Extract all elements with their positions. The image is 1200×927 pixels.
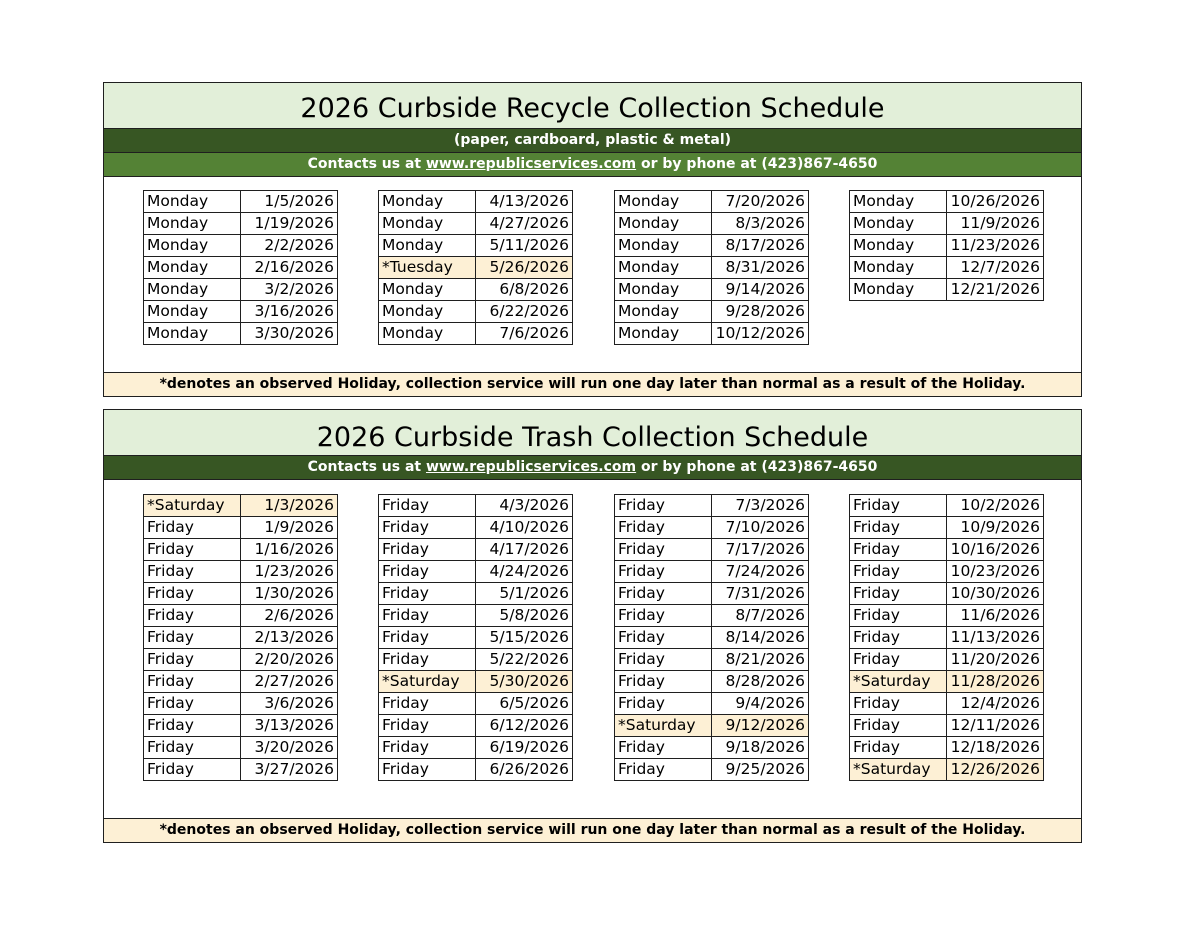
schedule-row: [144, 257, 338, 279]
collection-day: Monday: [144, 279, 241, 301]
collection-day: Friday: [379, 715, 476, 737]
schedule-row: [615, 213, 809, 235]
collection-day: Monday: [144, 257, 241, 279]
collection-date: 11/23/2026: [947, 235, 1044, 257]
collection-date: 12/26/2026: [947, 759, 1044, 781]
schedule-row: [850, 649, 1044, 671]
collection-day: Monday: [615, 235, 712, 257]
collection-day: Monday: [379, 191, 476, 213]
collection-day: Monday: [615, 323, 712, 345]
schedule-row: [144, 561, 338, 583]
collection-day: Friday: [615, 517, 712, 539]
schedule-row: [615, 649, 809, 671]
schedule-row: [379, 517, 573, 539]
collection-date: 12/18/2026: [947, 737, 1044, 759]
collection-date: 7/20/2026: [712, 191, 809, 213]
collection-day: Friday: [615, 539, 712, 561]
schedule-row: [615, 583, 809, 605]
collection-date: 2/6/2026: [241, 605, 338, 627]
schedule-row: [144, 693, 338, 715]
collection-day: Monday: [850, 213, 947, 235]
schedule-row: [379, 213, 573, 235]
collection-day: Friday: [379, 649, 476, 671]
schedule-row: [379, 301, 573, 323]
collection-day: Friday: [144, 583, 241, 605]
schedule-row: [850, 671, 1044, 693]
collection-date: 1/23/2026: [241, 561, 338, 583]
collection-day: Friday: [379, 627, 476, 649]
schedule-row: [144, 279, 338, 301]
collection-date: 8/14/2026: [712, 627, 809, 649]
collection-day: Friday: [379, 495, 476, 517]
collection-day: Friday: [379, 561, 476, 583]
schedule-row: [850, 517, 1044, 539]
schedule-row: [615, 759, 809, 781]
schedule-row: [615, 257, 809, 279]
collection-day: Friday: [850, 517, 947, 539]
schedule-row: [379, 649, 573, 671]
collection-date: 7/24/2026: [712, 561, 809, 583]
collection-date: 12/4/2026: [947, 693, 1044, 715]
collection-day: Friday: [379, 737, 476, 759]
schedule-row: [144, 323, 338, 345]
collection-day: Friday: [144, 693, 241, 715]
collection-date: 1/19/2026: [241, 213, 338, 235]
collection-day: Friday: [379, 539, 476, 561]
collection-date: 6/12/2026: [476, 715, 573, 737]
collection-date: 12/21/2026: [947, 279, 1044, 301]
schedule-row: [144, 235, 338, 257]
collection-date: 1/5/2026: [241, 191, 338, 213]
collection-day: Monday: [144, 235, 241, 257]
contact-url-link[interactable]: www.republicservices.com: [425, 156, 637, 172]
schedule-row: [379, 235, 573, 257]
collection-day: Friday: [144, 671, 241, 693]
collection-day: Friday: [144, 649, 241, 671]
schedule-row: [379, 715, 573, 737]
collection-date: 7/3/2026: [712, 495, 809, 517]
schedule-row: [850, 539, 1044, 561]
collection-date: 4/27/2026: [476, 213, 573, 235]
collection-day: Friday: [850, 649, 947, 671]
collection-day: Monday: [850, 257, 947, 279]
collection-date: 6/26/2026: [476, 759, 573, 781]
collection-day: Monday: [615, 301, 712, 323]
collection-day: Monday: [615, 279, 712, 301]
collection-day: Monday: [379, 323, 476, 345]
schedule-row: [379, 495, 573, 517]
schedule-row: [144, 759, 338, 781]
recycle-title: 2026 Curbside Recycle Collection Schedule: [104, 83, 1081, 129]
schedule-row: [615, 693, 809, 715]
collection-day: Friday: [144, 605, 241, 627]
collection-date: 5/22/2026: [476, 649, 573, 671]
schedule-row: [850, 737, 1044, 759]
collection-date: 7/6/2026: [476, 323, 573, 345]
recycle-holiday-note: *denotes an observed Holiday, collection service will run one day later than normal as a result of the Holiday.: [104, 372, 1081, 396]
collection-date: 4/24/2026: [476, 561, 573, 583]
collection-day: Friday: [615, 737, 712, 759]
collection-day: Friday: [144, 561, 241, 583]
schedule-row: [379, 257, 573, 279]
collection-day: *Saturday: [615, 715, 712, 737]
collection-day: Friday: [850, 583, 947, 605]
collection-date: 1/9/2026: [241, 517, 338, 539]
schedule-row: [144, 605, 338, 627]
schedule-row: [850, 605, 1044, 627]
collection-day: Monday: [144, 191, 241, 213]
schedule-row: [850, 561, 1044, 583]
schedule-row: [379, 191, 573, 213]
schedule-row: [850, 235, 1044, 257]
collection-date: 8/28/2026: [712, 671, 809, 693]
schedule-row: [850, 213, 1044, 235]
schedule-row: [144, 627, 338, 649]
schedule-row: [379, 561, 573, 583]
collection-date: 8/7/2026: [712, 605, 809, 627]
collection-day: Monday: [850, 191, 947, 213]
collection-date: 4/17/2026: [476, 539, 573, 561]
collection-date: 5/15/2026: [476, 627, 573, 649]
collection-date: 1/30/2026: [241, 583, 338, 605]
collection-day: *Saturday: [850, 759, 947, 781]
collection-date: 8/31/2026: [712, 257, 809, 279]
collection-day: Monday: [379, 235, 476, 257]
schedule-row: [379, 737, 573, 759]
collection-day: Friday: [144, 737, 241, 759]
recycle-schedule-table-4: [849, 190, 1044, 301]
collection-date: 9/28/2026: [712, 301, 809, 323]
recycle-schedule-panel: [103, 82, 1082, 397]
collection-date: 7/31/2026: [712, 583, 809, 605]
collection-day: Friday: [615, 583, 712, 605]
collection-day: Friday: [615, 561, 712, 583]
collection-day: Monday: [850, 235, 947, 257]
trash-schedule-table-1: [143, 494, 338, 781]
schedule-row: [144, 737, 338, 759]
schedule-row: [850, 191, 1044, 213]
schedule-row: [615, 191, 809, 213]
collection-date: 3/13/2026: [241, 715, 338, 737]
collection-date: 8/21/2026: [712, 649, 809, 671]
collection-date: 8/3/2026: [712, 213, 809, 235]
collection-day: *Saturday: [379, 671, 476, 693]
collection-date: 6/19/2026: [476, 737, 573, 759]
collection-day: Friday: [379, 759, 476, 781]
collection-date: 9/4/2026: [712, 693, 809, 715]
recycle-schedule-table-2: [378, 190, 573, 345]
schedule-row: [144, 213, 338, 235]
collection-day: Monday: [615, 213, 712, 235]
collection-day: *Saturday: [144, 495, 241, 517]
collection-date: 11/13/2026: [947, 627, 1044, 649]
collection-day: Monday: [850, 279, 947, 301]
collection-day: Friday: [850, 715, 947, 737]
schedule-row: [144, 715, 338, 737]
collection-day: Monday: [379, 279, 476, 301]
collection-day: Friday: [144, 627, 241, 649]
collection-date: 2/20/2026: [241, 649, 338, 671]
schedule-row: [379, 583, 573, 605]
contact-prefix: Contacts us at: [307, 459, 422, 475]
contact-prefix: Contacts us at: [307, 156, 422, 172]
collection-date: 3/6/2026: [241, 693, 338, 715]
schedule-row: [379, 693, 573, 715]
trash-schedule-table-4: [849, 494, 1044, 781]
schedule-row: [615, 495, 809, 517]
trash-schedule-table-3: [614, 494, 809, 781]
collection-date: 3/2/2026: [241, 279, 338, 301]
schedule-row: [144, 649, 338, 671]
collection-date: 3/30/2026: [241, 323, 338, 345]
collection-day: Friday: [615, 605, 712, 627]
collection-day: Monday: [379, 213, 476, 235]
contact-phone: or by phone at (423)867-4650: [641, 459, 878, 475]
collection-day: Monday: [144, 323, 241, 345]
collection-day: Monday: [379, 301, 476, 323]
collection-date: 10/9/2026: [947, 517, 1044, 539]
collection-date: 11/6/2026: [947, 605, 1044, 627]
schedule-row: [615, 323, 809, 345]
schedule-row: [615, 561, 809, 583]
schedule-row: [850, 759, 1044, 781]
collection-day: Friday: [850, 539, 947, 561]
trash-contact-bar: [104, 456, 1081, 480]
schedule-row: [850, 257, 1044, 279]
collection-day: *Tuesday: [379, 257, 476, 279]
recycle-contact-bar: [104, 153, 1081, 177]
collection-date: 9/14/2026: [712, 279, 809, 301]
schedule-row: [615, 627, 809, 649]
collection-day: Friday: [615, 627, 712, 649]
collection-date: 10/23/2026: [947, 561, 1044, 583]
recycle-subtitle: (paper, cardboard, plastic & metal): [104, 129, 1081, 153]
collection-day: Friday: [615, 649, 712, 671]
collection-date: 6/5/2026: [476, 693, 573, 715]
contact-phone: or by phone at (423)867-4650: [641, 156, 878, 172]
schedule-row: [379, 671, 573, 693]
collection-day: Friday: [850, 605, 947, 627]
schedule-row: [615, 671, 809, 693]
schedule-row: [379, 627, 573, 649]
collection-date: 10/2/2026: [947, 495, 1044, 517]
collection-date: 2/2/2026: [241, 235, 338, 257]
collection-date: 11/9/2026: [947, 213, 1044, 235]
schedule-row: [144, 517, 338, 539]
collection-day: Monday: [615, 191, 712, 213]
collection-day: Monday: [144, 213, 241, 235]
collection-date: 5/8/2026: [476, 605, 573, 627]
collection-date: 5/30/2026: [476, 671, 573, 693]
collection-date: 11/28/2026: [947, 671, 1044, 693]
schedule-row: [850, 583, 1044, 605]
schedule-row: [379, 279, 573, 301]
schedule-row: [144, 671, 338, 693]
collection-day: Friday: [379, 605, 476, 627]
collection-day: Friday: [615, 759, 712, 781]
collection-date: 5/26/2026: [476, 257, 573, 279]
collection-day: Friday: [850, 627, 947, 649]
collection-day: Friday: [379, 693, 476, 715]
schedule-row: [615, 605, 809, 627]
schedule-row: [615, 517, 809, 539]
schedule-row: [144, 495, 338, 517]
schedule-row: [850, 693, 1044, 715]
collection-date: 7/10/2026: [712, 517, 809, 539]
schedule-row: [615, 737, 809, 759]
recycle-schedule-table-1: [143, 190, 338, 345]
contact-url-link[interactable]: www.republicservices.com: [425, 459, 637, 475]
schedule-row: [850, 715, 1044, 737]
collection-date: 11/20/2026: [947, 649, 1044, 671]
collection-day: Friday: [850, 495, 947, 517]
schedule-row: [850, 495, 1044, 517]
schedule-row: [144, 301, 338, 323]
collection-date: 2/13/2026: [241, 627, 338, 649]
schedule-row: [615, 715, 809, 737]
collection-date: 9/25/2026: [712, 759, 809, 781]
collection-date: 4/10/2026: [476, 517, 573, 539]
trash-schedule-panel: [103, 409, 1082, 843]
collection-date: 5/1/2026: [476, 583, 573, 605]
collection-date: 12/11/2026: [947, 715, 1044, 737]
trash-holiday-note: *denotes an observed Holiday, collection service will run one day later than normal as a result of the Holiday.: [104, 818, 1081, 842]
collection-day: Friday: [379, 583, 476, 605]
collection-date: 6/8/2026: [476, 279, 573, 301]
schedule-row: [379, 323, 573, 345]
collection-day: Friday: [144, 759, 241, 781]
trash-title: 2026 Curbside Trash Collection Schedule: [104, 410, 1081, 456]
collection-date: 2/16/2026: [241, 257, 338, 279]
collection-day: Friday: [850, 693, 947, 715]
schedule-row: [850, 627, 1044, 649]
collection-day: Friday: [144, 539, 241, 561]
collection-date: 5/11/2026: [476, 235, 573, 257]
schedule-row: [615, 235, 809, 257]
schedule-row: [615, 279, 809, 301]
schedule-row: [379, 539, 573, 561]
collection-date: 3/16/2026: [241, 301, 338, 323]
schedule-row: [144, 539, 338, 561]
collection-day: Friday: [144, 517, 241, 539]
collection-date: 10/26/2026: [947, 191, 1044, 213]
collection-day: Friday: [144, 715, 241, 737]
collection-date: 3/27/2026: [241, 759, 338, 781]
schedule-row: [144, 583, 338, 605]
collection-date: 10/16/2026: [947, 539, 1044, 561]
collection-day: *Saturday: [850, 671, 947, 693]
collection-date: 10/30/2026: [947, 583, 1044, 605]
schedule-row: [615, 539, 809, 561]
collection-day: Monday: [144, 301, 241, 323]
collection-day: Friday: [615, 671, 712, 693]
collection-date: 7/17/2026: [712, 539, 809, 561]
schedule-row: [379, 759, 573, 781]
collection-date: 8/17/2026: [712, 235, 809, 257]
collection-date: 1/3/2026: [241, 495, 338, 517]
collection-date: 3/20/2026: [241, 737, 338, 759]
collection-date: 1/16/2026: [241, 539, 338, 561]
collection-date: 4/13/2026: [476, 191, 573, 213]
collection-day: Friday: [850, 737, 947, 759]
collection-date: 10/12/2026: [712, 323, 809, 345]
collection-date: 6/22/2026: [476, 301, 573, 323]
collection-date: 9/18/2026: [712, 737, 809, 759]
collection-day: Friday: [850, 561, 947, 583]
collection-date: 9/12/2026: [712, 715, 809, 737]
schedule-row: [144, 191, 338, 213]
schedule-row: [379, 605, 573, 627]
recycle-schedule-table-3: [614, 190, 809, 345]
collection-day: Friday: [379, 517, 476, 539]
schedule-row: [615, 301, 809, 323]
collection-day: Friday: [615, 693, 712, 715]
collection-date: 12/7/2026: [947, 257, 1044, 279]
schedule-row: [850, 279, 1044, 301]
collection-day: Friday: [615, 495, 712, 517]
collection-day: Monday: [615, 257, 712, 279]
collection-date: 4/3/2026: [476, 495, 573, 517]
trash-schedule-table-2: [378, 494, 573, 781]
collection-date: 2/27/2026: [241, 671, 338, 693]
